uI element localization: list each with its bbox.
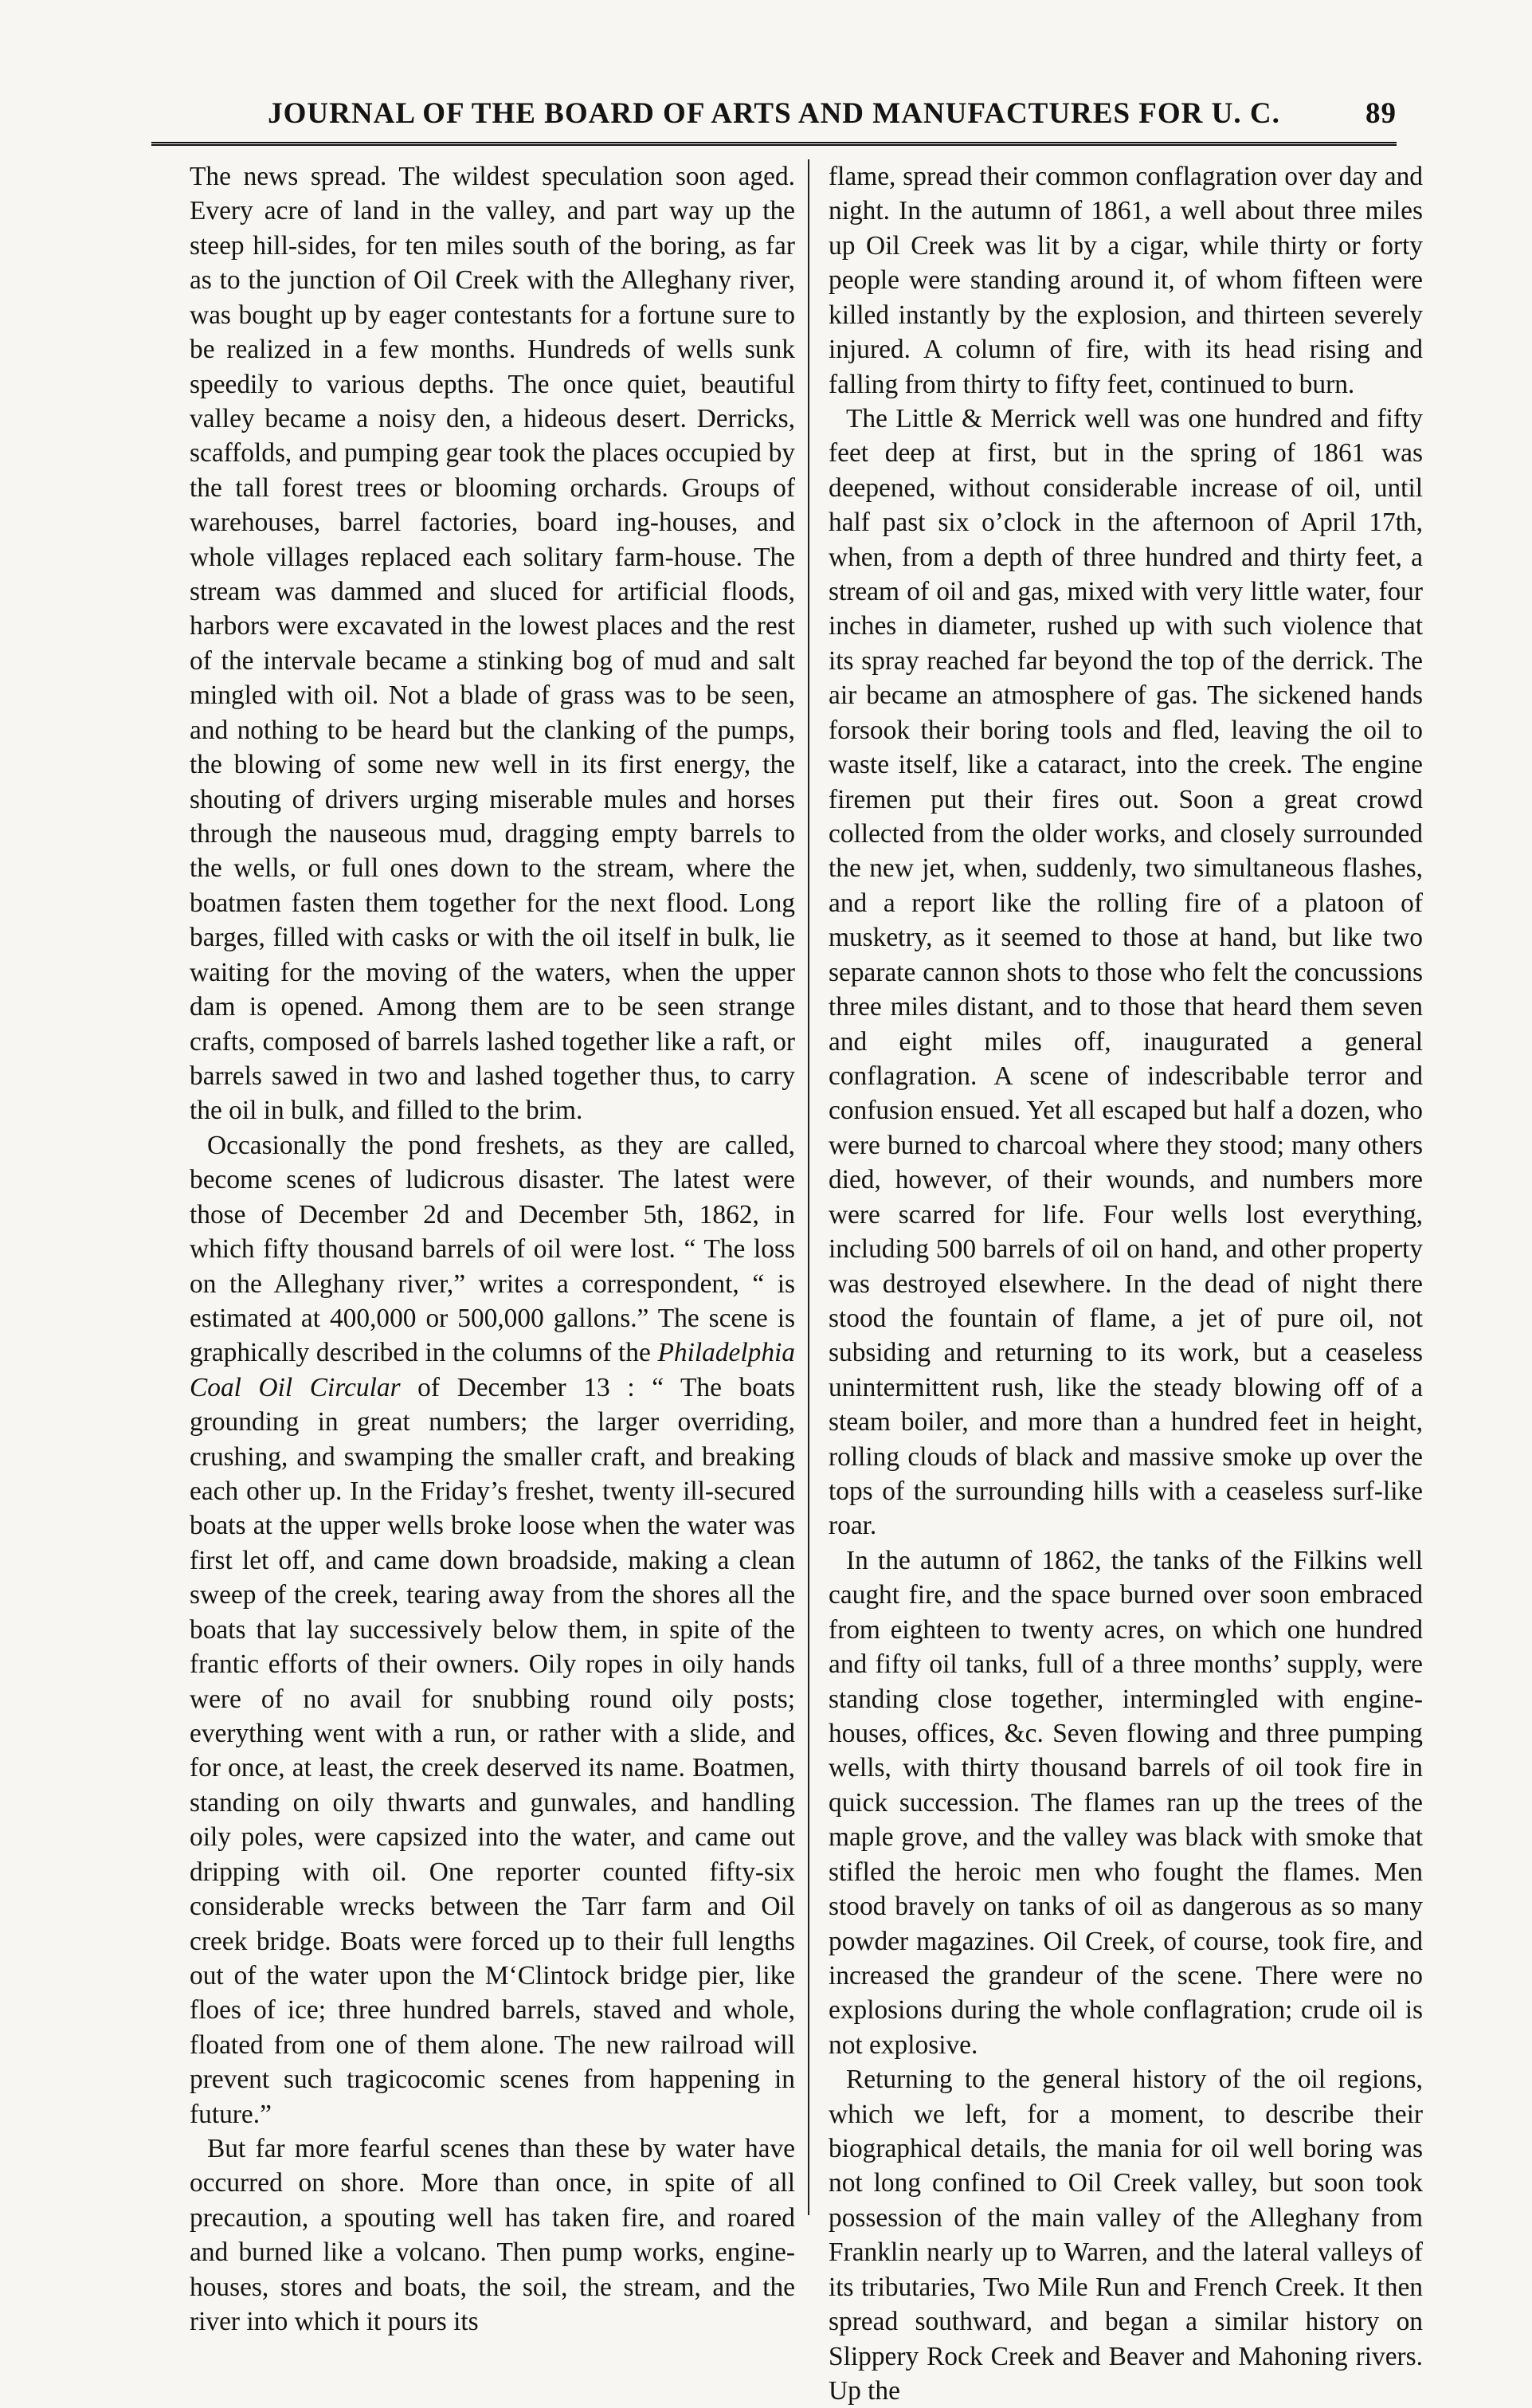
publication-title: Philadelphia Coal Oil Circular [190,1338,795,1402]
journal-title: JOURNAL OF THE BOARD OF ARTS AND MANUFACTURES FOR U. C. [268,96,1280,130]
paragraph: But far more fearful scenes than these by water have occurred on shore. More than once, in spite of all precaution, a spouting well has taken fire, and roared and burned like a volcano. Then pump works, engine-houses, stores and boats, the soil, the stream, and the river into which it pours its [190,2134,795,2337]
left-column [190,159,803,2337]
text-run: of December 13 : “ The boats grounding in great numbers; the larger overriding, crushing, and swamping the smaller craft, and breaking each other up. In the Friday’s freshet, twenty ill-secured boats at the upper wells broke loose when the water was first let off, and came down broadside, making a clean sweep of the creek, tearing away from the shores all the boats that lay successively below them, in spite of the frantic efforts of their owners. Oily ropes in oily hands were of no avail for snubbing round oily posts; everything went with a run, or rather with a slide, and for once, at least, the creek deserved its name. Boatmen, standing on oily thwarts and gunwales, and handling oily poles, were capsized into the water, and came out dripping with oil. One reporter counted fifty-six considerable wrecks between the Tarr farm and Oil creek bridge. Boats were forced up to their full lengths out of the water upon the M‘Clintock bridge pier, like floes of ice; three hundred barrels, staved and whole, floated from one of them alone. The new railroad will prevent such tragicocomic scenes from happening in future.” [190,1372,795,2129]
paragraph: Returning to the general history of the oil regions, which we left, for a moment, to describe their biographical details, the mania for oil well boring was not long confined to Oil Creek valley, but soon took possession of the main valley of the Alleghany from Franklin nearly up to Warren, and the lateral valleys of its tributaries, Two Mile Run and French Creek. It then spread southward, and began a similar history on Slippery Rock Creek and Beaver and Mahoning rivers. Up the [829,2065,1423,2406]
paragraph: The news spread. The wildest speculation soon aged. Every acre of land in the valley, and part way up the steep hill-sides, for ten miles south of the boring, as far as to the junction of Oil Creek with the Alleghany river, was bought up by eager contestants for a fortune sure to be realized in a few months. Hundreds of wells sunk speedily to various depths. The once quiet, beautiful valley became a noisy den, a hideous desert. Derricks, scaffolds, and pumping gear took the places occupied by the tall forest trees or blooming orchards. Groups of warehouses, barrel factories, board ing-houses, and whole villages replaced each solitary farm-house. The stream was dammed and sluced for artificial floods, harbors were excavated in the lowest places and the rest of the intervale became a stinking bog of mud and salt mingled with oil. Not a blade of grass was to be seen, and nothing to be heard but the clanking of the pumps, the blowing of some new well in its first energy, the shouting of drivers urging miserable mules and horses through the nauseous mud, dragging empty barrels to the wells, or full ones down to the stream, where the boatmen fasten them together for the next flood. Long barges, filled with casks or with the oil itself in bulk, lie waiting for the moving of the waters, when the upper dam is opened. Among them are to be seen strange crafts, composed of barrels lashed together like a raft, or barrels sawed in two and lashed together thus, to carry the oil in bulk, and filled to the brim. [190,162,795,1126]
text-run: Occasionally the pond freshets, as they are called, become scenes of ludicrous disaster. The latest were those of December 2d and December 5th, 1862, in which fifty thousand barrels of oil were lost. “ The loss on the Alleghany river,” writes a correspondent, “ is estimated at 400,000 or 500,000 gallons.” The scene is graphically described in the columns of the [190,1130,795,1368]
paragraph: flame, spread their common conflagration over day and night. In the autumn of 1861, a well about three miles up Oil Creek was lit by a cigar, while thirty or forty people were standing around it, of whom fifteen were killed instantly by the explosion, and thirteen severely injured. A column of fire, with its head rising and falling from thirty to fifty feet, continued to burn. [829,162,1423,399]
running-head [151,89,1397,137]
paragraph [190,1128,795,2132]
text-columns [190,159,1448,2406]
paragraph: In the autumn of 1862, the tanks of the Filkins well caught fire, and the space burned over soon embraced from eighteen to twenty acres, on which one hundred and fifty oil tanks, full of a three months’ supply, were standing close together, intermingled with engine-houses, offices, &c. Seven flowing and three pumping wells, with thirty thousand barrels of oil took fire in quick succession. The flames ran up the trees of the maple grove, and the valley was black with smoke that stifled the heroic men who fought the flames. Men stood bravely on tanks of oil as dangerous as so many powder magazines. Oil Creek, of course, took fire, and increased the grandeur of the scene. There were no explosions during the whole conflagration; crude oil is not explosive. [829,1545,1423,2060]
paragraph: The Little & Merrick well was one hundred and fifty feet deep at first, but in the spring of 1861 was deepened, without considerable increase of oil, until half past six o’clock in the afternoon of April 17th, when, from a depth of three hundred and thirty feet, a stream of oil and gas, mixed with very little water, four inches in diameter, rushed up with such violence that its spray reached far beyond the top of the derrick. The air became an atmosphere of gas. The sickened hands forsook their boring tools and fled, leaving the oil to waste itself, like a cataract, into the creek. The engine firemen put their fires out. Soon a great crowd collected from the older works, and closely surrounded the new jet, when, suddenly, two simultaneous flashes, and a report like the rolling fire of a platoon of musketry, as it seemed to those at hand, but like two separate cannon shots to those who felt the concussions three miles distant, and to those that heard them seven and eight miles off, inaugurated a general conflagration. A scene of indescribable terror and confusion ensued. Yet all escaped but half a dozen, who were burned to charcoal where they stood; many others died, however, of their wounds, and numbers more were scarred for life. Four wells lost everything, including 500 barrels of oil on hand, and other property was destroyed elsewhere. In the dead of night there stood the fountain of flame, a jet of pure oil, not subsiding and returning to its work, but a ceaseless unintermittent rush, like the steady blowing off of a steam boiler, and more than a hundred feet in height, rolling clouds of black and massive smoke up over the tops of the surrounding hills with a ceaseless surf-like roar. [829,403,1423,1541]
page-number: 89 [1365,96,1397,130]
right-column [809,159,1423,2406]
header-rule [151,142,1397,148]
